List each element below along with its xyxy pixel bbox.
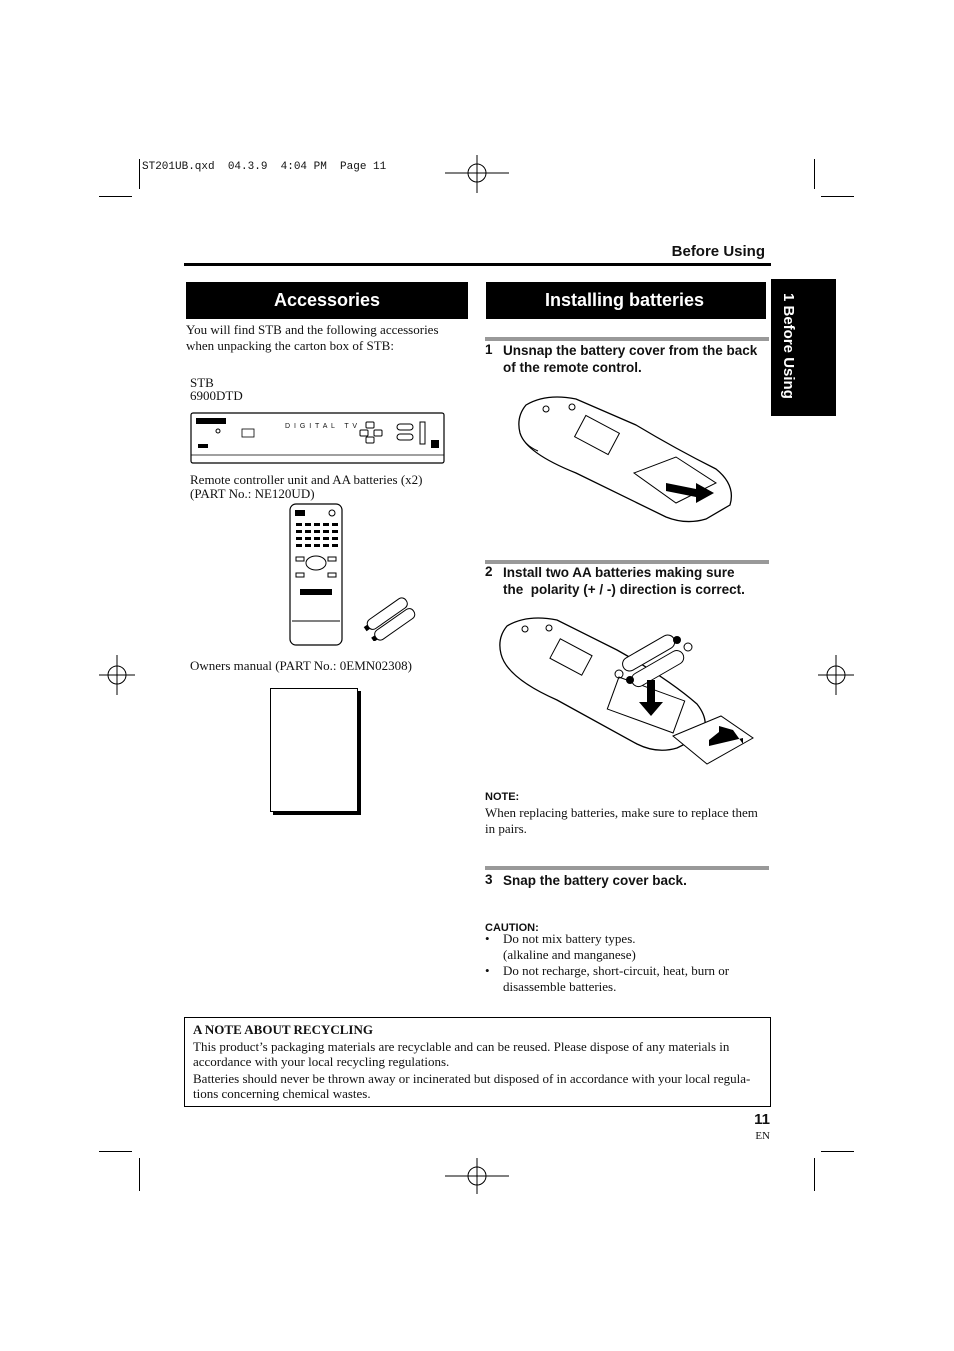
language-code: EN [755,1130,770,1142]
step-2-text-line1: Install two AA batteries making sure [503,565,735,580]
side-tab-label: 1 Before Using [780,293,797,399]
caution-item-line2: (alkaline and manganese) [503,947,636,962]
step-2-text-line2: the polarity (+ / -) direction is correct. [503,582,745,597]
accessories-intro: You will find STB and the following accessories when unpacking the carton box of STB: [186,322,439,353]
remote-control-illustration [288,503,344,647]
owners-manual-illustration [270,688,358,812]
recycling-para2-line1: Batteries should never be thrown away or incinerated but disposed of in accordance with your local regula- [193,1071,751,1086]
accessories-title: Accessories [186,282,468,319]
step-2-number: 2 [485,564,493,579]
note-heading: NOTE: [485,791,520,803]
recycling-para1-line1: This product’s packaging materials are recyclable and can be reused. Please dispose of any materials in [193,1039,730,1054]
aa-batteries-illustration [360,597,422,641]
stb-illustration [190,412,445,464]
print-slug: ST201UB.qxd 04.3.9 4:04 PM Page 11 [142,161,387,173]
registration-mark-bottom [445,1158,509,1194]
page-number: 11 [754,1111,770,1128]
stb-label-line1: STB [190,375,214,390]
caution-list [485,931,771,995]
bullet-glyph: • [485,963,490,978]
step-3-rule [485,866,769,870]
section-header: Before Using [671,243,765,260]
caution-item [485,963,771,995]
recycling-para2-line2: tions concerning chemical wastes. [193,1086,371,1101]
step-3-text-line1: Snap the battery cover back. [503,873,687,888]
installing-title: Installing batteries [486,282,766,319]
registration-mark-top [445,155,509,193]
step-3-number: 3 [485,872,493,887]
step-1-text-line1: Unsnap the battery cover from the back [503,343,758,358]
stb-panel-text: D I G I T A L T V [285,423,359,430]
recycling-heading: A NOTE ABOUT RECYCLING [193,1022,373,1037]
caution-item-line1: Do not recharge, short-circuit, heat, burn or [503,963,730,978]
manual-label: Owners manual (PART No.: 0EMN02308) [190,658,413,673]
step-2-illustration [497,614,757,766]
side-tab [771,279,836,416]
step-1-number: 1 [485,342,493,357]
step-1-text-line2: of the remote control. [503,360,642,375]
caution-item [485,931,771,963]
caution-heading: CAUTION: [485,922,539,934]
remote-label-line2: (PART No.: NE120UD) [190,486,315,501]
stb-label-line2: 6900DTD [190,388,243,403]
step-1-illustration [516,393,738,527]
step-1-rule [485,337,769,341]
bullet-glyph: • [485,931,490,946]
registration-mark-left [99,655,135,695]
remote-label-line1: Remote controller unit and AA batteries (x2) [190,472,423,487]
recycling-para1-line2: accordance with your local recycling regulations. [193,1054,450,1069]
caution-item-line2: disassemble batteries. [503,979,617,994]
note-text-line2: in pairs. [485,821,527,836]
registration-mark-right [818,655,854,695]
recycling-note-box [184,1017,771,1107]
caution-item-line1: Do not mix battery types. [503,931,636,946]
note-text-line1: When replacing batteries, make sure to replace them [485,805,758,820]
header-rule [184,263,771,266]
